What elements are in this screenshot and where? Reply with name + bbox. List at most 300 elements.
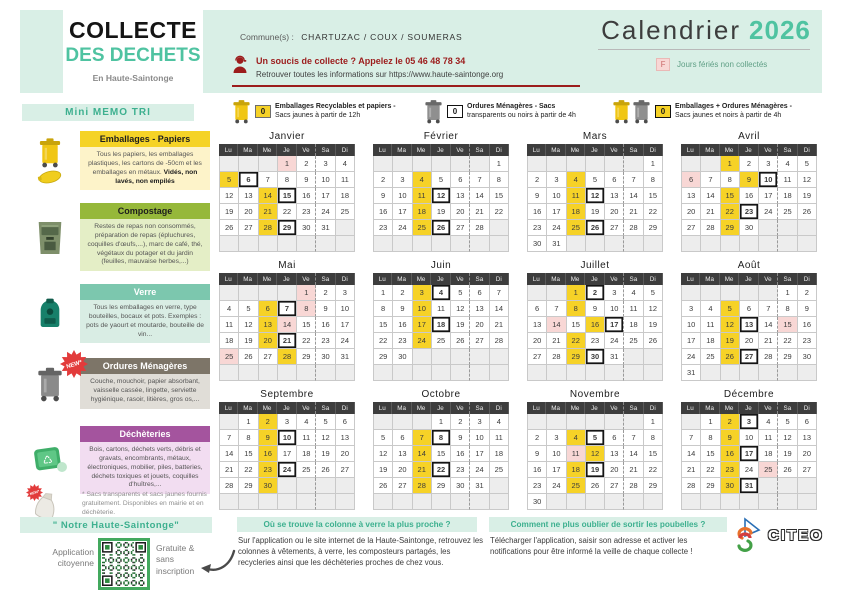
day-cell: 4 xyxy=(490,414,509,430)
day-cell: 1 xyxy=(278,156,297,172)
day-cell: 22 xyxy=(239,462,258,478)
day-cell xyxy=(278,478,297,494)
day-cell: 3 xyxy=(316,156,335,172)
day-cell: 22 xyxy=(490,204,509,220)
month-days xyxy=(373,414,509,510)
day-cell: 7 xyxy=(547,301,566,317)
day-cell: 11 xyxy=(759,430,778,446)
weekday-label: Me xyxy=(566,402,585,414)
day-cell xyxy=(220,365,239,381)
day-cell: 1 xyxy=(239,414,258,430)
day-cell: 2 xyxy=(528,430,547,446)
weekday-label: Lu xyxy=(219,144,238,156)
day-cell xyxy=(567,156,586,172)
weekday-label: Me xyxy=(412,144,431,156)
calendar-title-text: Calendrier xyxy=(601,15,742,45)
day-cell: 28 xyxy=(490,333,509,349)
weekday-label: Sa xyxy=(624,402,643,414)
month-decembre xyxy=(681,389,817,510)
weekday-label: Ma xyxy=(546,402,565,414)
day-cell: 19 xyxy=(220,204,239,220)
day-cell: 22 xyxy=(644,204,663,220)
day-cell: 25 xyxy=(759,462,778,478)
weekday-row xyxy=(527,273,663,285)
day-cell xyxy=(701,494,720,510)
day-cell: 21 xyxy=(259,204,278,220)
memo-card-om xyxy=(80,358,210,409)
day-cell: 21 xyxy=(682,462,701,478)
day-cell xyxy=(547,365,566,381)
day-cell: 26 xyxy=(778,462,797,478)
day-cell: 29 xyxy=(644,220,663,236)
legend-text-mixte xyxy=(675,102,792,120)
day-cell: 16 xyxy=(586,317,605,333)
weekday-label: Je xyxy=(277,144,296,156)
day-cell: 25 xyxy=(336,204,355,220)
day-cell: 6 xyxy=(393,430,412,446)
day-cell: 18 xyxy=(778,188,797,204)
day-cell: 17 xyxy=(547,462,566,478)
month-days xyxy=(527,414,663,510)
day-cell: 8 xyxy=(721,172,740,188)
day-cell xyxy=(759,236,778,252)
day-cell: 6 xyxy=(740,301,759,317)
day-cell xyxy=(798,478,817,494)
day-cell xyxy=(740,365,759,381)
memo-section-body: Bois, cartons, déchets verts, débris et gravats, encombrants, métaux, électroniques, mobilier, piles, batteries, déchets toxiques et jouets, coquilles d'huîtres,... xyxy=(80,442,210,494)
day-cell: 22 xyxy=(374,333,393,349)
weekday-label: Sa xyxy=(316,273,335,285)
weekday-label: Je xyxy=(277,402,296,414)
weekday-label: Di xyxy=(490,144,509,156)
day-cell xyxy=(393,414,412,430)
day-cell: 8 xyxy=(432,430,451,446)
day-cell: 30 xyxy=(316,349,335,365)
day-cell xyxy=(413,494,432,510)
day-cell: 7 xyxy=(220,430,239,446)
day-cell: 24 xyxy=(605,333,624,349)
day-cell xyxy=(259,236,278,252)
day-cell xyxy=(586,156,605,172)
day-cell: 4 xyxy=(413,172,432,188)
day-cell: 7 xyxy=(682,430,701,446)
memo-section-emb xyxy=(20,131,210,190)
day-cell xyxy=(759,365,778,381)
day-cell: 31 xyxy=(682,365,701,381)
weekday-label: Ve xyxy=(297,273,316,285)
day-cell: 4 xyxy=(701,301,720,317)
day-cell: 16 xyxy=(451,446,470,462)
day-cell: 26 xyxy=(644,333,663,349)
weekday-label: Me xyxy=(720,273,739,285)
day-cell: 10 xyxy=(547,446,566,462)
day-cell xyxy=(336,365,355,381)
day-cell: 14 xyxy=(278,317,297,333)
day-cell: 26 xyxy=(798,204,817,220)
app-note: Gratuite & sans inscription xyxy=(156,543,195,576)
day-cell: 7 xyxy=(470,172,489,188)
weekday-label: Me xyxy=(258,273,277,285)
day-cell: 29 xyxy=(721,220,740,236)
legend-item-mixte xyxy=(612,96,792,126)
day-cell: 22 xyxy=(644,462,663,478)
day-cell: 21 xyxy=(220,462,239,478)
day-cell xyxy=(374,236,393,252)
calendar-year: 2026 xyxy=(749,15,811,45)
day-cell: 30 xyxy=(259,478,278,494)
weekday-label: Je xyxy=(431,402,450,414)
month-mars xyxy=(527,131,663,252)
weekday-label: Sa xyxy=(778,402,797,414)
day-cell: 21 xyxy=(759,333,778,349)
day-cell xyxy=(798,220,817,236)
day-cell: 8 xyxy=(778,301,797,317)
day-cell: 1 xyxy=(490,156,509,172)
day-cell: 28 xyxy=(259,220,278,236)
day-cell: 2 xyxy=(528,172,547,188)
day-cell: 25 xyxy=(432,333,451,349)
day-cell: 20 xyxy=(528,333,547,349)
day-cell xyxy=(547,156,566,172)
day-cell xyxy=(470,494,489,510)
day-cell: 1 xyxy=(644,156,663,172)
day-cell xyxy=(336,494,355,510)
citeo-logo: CITEO xyxy=(768,527,824,544)
day-cell xyxy=(605,494,624,510)
weekday-row xyxy=(373,273,509,285)
month-octobre xyxy=(373,389,509,510)
memo-card-emb xyxy=(80,131,210,190)
weekday-label: Ma xyxy=(392,402,411,414)
day-cell: 17 xyxy=(547,204,566,220)
day-cell: 26 xyxy=(721,349,740,365)
day-cell xyxy=(239,494,258,510)
day-cell: 11 xyxy=(624,301,643,317)
day-cell xyxy=(316,236,335,252)
day-cell xyxy=(778,236,797,252)
day-cell xyxy=(547,414,566,430)
weekday-label: Ma xyxy=(238,273,257,285)
day-cell xyxy=(490,478,509,494)
day-cell: 11 xyxy=(432,301,451,317)
day-cell: 19 xyxy=(798,188,817,204)
day-cell: 16 xyxy=(316,317,335,333)
day-cell: 28 xyxy=(470,220,489,236)
day-cell xyxy=(220,285,239,301)
day-cell xyxy=(336,220,355,236)
day-cell: 17 xyxy=(470,446,489,462)
day-cell xyxy=(586,414,605,430)
day-cell: 26 xyxy=(374,478,393,494)
calendar-title xyxy=(600,15,812,46)
day-cell: 11 xyxy=(567,188,586,204)
month-days xyxy=(681,414,817,510)
weekday-row xyxy=(527,402,663,414)
day-cell: 31 xyxy=(316,220,335,236)
legend-sample-ordures: 0 xyxy=(447,105,463,118)
day-cell: 24 xyxy=(316,204,335,220)
month-fevrier xyxy=(373,131,509,252)
day-cell: 5 xyxy=(239,301,258,317)
day-cell: 15 xyxy=(644,446,663,462)
memo-section-body: Tous les papiers, les emballages plastiques, les cartons de -50cm et les emballages en métaux. Vidés, non lavés, non empilés xyxy=(80,147,210,190)
day-cell: 5 xyxy=(374,430,393,446)
day-cell: 21 xyxy=(547,333,566,349)
day-cell: 9 xyxy=(528,188,547,204)
weekday-label: Lu xyxy=(373,144,392,156)
day-cell: 20 xyxy=(451,204,470,220)
day-cell: 1 xyxy=(778,285,797,301)
day-cell: 26 xyxy=(451,333,470,349)
weekday-row xyxy=(219,402,355,414)
day-cell: 27 xyxy=(451,220,470,236)
month-septembre xyxy=(219,389,355,510)
day-cell xyxy=(278,236,297,252)
day-cell: 6 xyxy=(451,172,470,188)
weekday-label: Di xyxy=(336,144,355,156)
day-cell: 6 xyxy=(682,172,701,188)
day-cell xyxy=(798,494,817,510)
day-cell: 15 xyxy=(778,317,797,333)
day-cell: 12 xyxy=(451,301,470,317)
weekday-label: Ve xyxy=(451,144,470,156)
day-cell: 14 xyxy=(470,188,489,204)
day-cell: 6 xyxy=(470,285,489,301)
yellow-gray-bin-icon xyxy=(612,98,651,124)
day-cell: 2 xyxy=(721,414,740,430)
day-cell: 28 xyxy=(220,478,239,494)
weekday-row xyxy=(681,273,817,285)
day-cell: 15 xyxy=(567,317,586,333)
header-band xyxy=(20,10,822,93)
day-cell: 23 xyxy=(798,333,817,349)
day-cell: 14 xyxy=(701,188,720,204)
day-cell xyxy=(259,365,278,381)
day-cell xyxy=(413,349,432,365)
day-cell xyxy=(759,478,778,494)
day-cell: 1 xyxy=(432,414,451,430)
day-cell xyxy=(605,236,624,252)
legend-line1: Emballages Recyclables et papiers - xyxy=(275,102,396,110)
month-title: Décembre xyxy=(723,389,775,400)
weekday-label: Ve xyxy=(759,144,778,156)
day-cell: 16 xyxy=(528,204,547,220)
day-cell xyxy=(605,156,624,172)
day-cell: 20 xyxy=(682,204,701,220)
day-cell: 17 xyxy=(740,446,759,462)
weekday-row xyxy=(681,402,817,414)
day-cell xyxy=(721,365,740,381)
day-cell xyxy=(490,220,509,236)
day-cell: 12 xyxy=(798,172,817,188)
weekday-label: Ve xyxy=(297,402,316,414)
website-line[interactable]: Retrouver toutes les informations sur https://www.haute-saintonge.org xyxy=(256,70,504,79)
memo-section-comp xyxy=(20,203,210,271)
day-cell: 13 xyxy=(259,317,278,333)
day-cell: 7 xyxy=(624,430,643,446)
day-cell xyxy=(740,494,759,510)
day-cell: 6 xyxy=(798,414,817,430)
memo-section-title: Ordures Ménagères xyxy=(80,358,210,374)
day-cell: 19 xyxy=(316,446,335,462)
yellow-bin-icon xyxy=(20,136,80,185)
day-cell xyxy=(470,156,489,172)
day-cell xyxy=(721,494,740,510)
day-cell: 10 xyxy=(316,172,335,188)
weekday-label: Me xyxy=(412,273,431,285)
day-cell: 1 xyxy=(374,285,393,301)
memo-section-title: Emballages - Papiers xyxy=(80,131,210,147)
day-cell: 8 xyxy=(278,172,297,188)
qr-code xyxy=(98,538,150,590)
month-title: Novembre xyxy=(569,389,621,400)
day-cell: 18 xyxy=(220,333,239,349)
day-cell xyxy=(239,236,258,252)
day-cell: 25 xyxy=(567,478,586,494)
month-title: Août xyxy=(737,260,761,271)
day-cell xyxy=(759,285,778,301)
day-cell: 27 xyxy=(528,349,547,365)
day-cell: 1 xyxy=(644,414,663,430)
day-cell: 24 xyxy=(336,333,355,349)
day-cell: 29 xyxy=(567,349,586,365)
weekday-label: Di xyxy=(336,273,355,285)
day-cell: 26 xyxy=(432,220,451,236)
day-cell xyxy=(682,414,701,430)
page-subtitle: DES DECHETS xyxy=(65,45,201,66)
weekday-label: Di xyxy=(644,144,663,156)
day-cell: 3 xyxy=(336,285,355,301)
day-cell: 12 xyxy=(586,188,605,204)
day-cell: 16 xyxy=(798,317,817,333)
day-cell xyxy=(624,494,643,510)
day-cell: 19 xyxy=(586,204,605,220)
day-cell xyxy=(605,365,624,381)
day-cell: 27 xyxy=(393,478,412,494)
gray-bin-icon xyxy=(424,98,443,124)
day-cell: 29 xyxy=(644,478,663,494)
day-cell: 1 xyxy=(567,285,586,301)
weekday-row xyxy=(219,273,355,285)
day-cell: 10 xyxy=(336,301,355,317)
day-cell xyxy=(624,349,643,365)
day-cell: 31 xyxy=(740,478,759,494)
day-cell xyxy=(490,236,509,252)
day-cell xyxy=(297,494,316,510)
day-cell: 13 xyxy=(528,317,547,333)
day-cell: 28 xyxy=(547,349,566,365)
curved-arrow-icon xyxy=(198,548,236,581)
day-cell xyxy=(451,349,470,365)
day-cell: 13 xyxy=(470,301,489,317)
weekday-label: Di xyxy=(644,273,663,285)
day-cell: 5 xyxy=(721,301,740,317)
day-cell xyxy=(778,365,797,381)
svg-text:♺: ♺ xyxy=(41,454,54,468)
day-cell: 9 xyxy=(297,172,316,188)
day-cell xyxy=(432,236,451,252)
day-cell: 8 xyxy=(239,430,258,446)
weekday-label: Lu xyxy=(219,402,238,414)
day-cell: 19 xyxy=(586,462,605,478)
day-cell: 13 xyxy=(239,188,258,204)
dechetterie-icon xyxy=(20,444,80,476)
day-cell xyxy=(316,365,335,381)
weekday-label: Lu xyxy=(373,402,392,414)
day-cell: 18 xyxy=(759,446,778,462)
day-cell: 17 xyxy=(393,204,412,220)
day-cell: 11 xyxy=(413,188,432,204)
day-cell xyxy=(586,365,605,381)
day-cell: 16 xyxy=(297,188,316,204)
weekday-label: Ma xyxy=(238,402,257,414)
day-cell: 9 xyxy=(259,430,278,446)
day-cell: 7 xyxy=(259,172,278,188)
day-cell: 13 xyxy=(682,188,701,204)
weekday-label: Sa xyxy=(624,144,643,156)
day-cell: 23 xyxy=(740,204,759,220)
communes-line xyxy=(240,32,462,42)
legend-text-recyclables xyxy=(275,102,396,120)
day-cell: 2 xyxy=(451,414,470,430)
day-cell: 10 xyxy=(547,188,566,204)
new-badge-small-text: NEW* xyxy=(29,489,40,497)
month-days xyxy=(681,156,817,252)
day-cell: 12 xyxy=(644,301,663,317)
day-cell: 13 xyxy=(605,188,624,204)
day-cell xyxy=(374,156,393,172)
day-cell: 27 xyxy=(470,333,489,349)
day-cell: 26 xyxy=(586,478,605,494)
day-cell: 21 xyxy=(413,462,432,478)
ferie-legend-box: F xyxy=(656,58,670,71)
day-cell: 18 xyxy=(432,317,451,333)
footer-banner: " Notre Haute-Saintonge" xyxy=(20,517,212,533)
day-cell: 13 xyxy=(393,446,412,462)
support-person-icon xyxy=(232,55,248,79)
day-cell: 29 xyxy=(278,220,297,236)
day-cell xyxy=(239,365,258,381)
day-cell: 16 xyxy=(259,446,278,462)
day-cell: 17 xyxy=(336,317,355,333)
day-cell: 3 xyxy=(393,172,412,188)
day-cell: 7 xyxy=(759,301,778,317)
day-cell: 18 xyxy=(624,317,643,333)
question1-body: Sur l'application ou le site internet de la Haute-Saintonge, retrouvez les colonnes à vêtements, à verre, les composteurs partagés, les recycleries ainsi que les déchèteries proches de chez vous. xyxy=(238,536,484,567)
day-cell xyxy=(393,365,412,381)
day-cell: 8 xyxy=(490,172,509,188)
month-title: Septembre xyxy=(260,389,314,400)
day-cell: 19 xyxy=(374,462,393,478)
day-cell: 8 xyxy=(644,430,663,446)
day-cell xyxy=(701,285,720,301)
weekday-label: Di xyxy=(644,402,663,414)
communes-label: Commune(s) : xyxy=(240,32,294,42)
day-cell: 20 xyxy=(740,333,759,349)
day-cell: 10 xyxy=(413,301,432,317)
day-cell: 27 xyxy=(682,220,701,236)
day-cell: 19 xyxy=(778,446,797,462)
day-cell: 9 xyxy=(528,446,547,462)
day-cell xyxy=(297,236,316,252)
day-cell: 25 xyxy=(701,349,720,365)
day-cell: 11 xyxy=(490,430,509,446)
weekday-label: Di xyxy=(798,144,817,156)
month-title: Février xyxy=(423,131,459,142)
day-cell: 18 xyxy=(297,446,316,462)
day-cell: 27 xyxy=(605,220,624,236)
day-cell xyxy=(413,156,432,172)
